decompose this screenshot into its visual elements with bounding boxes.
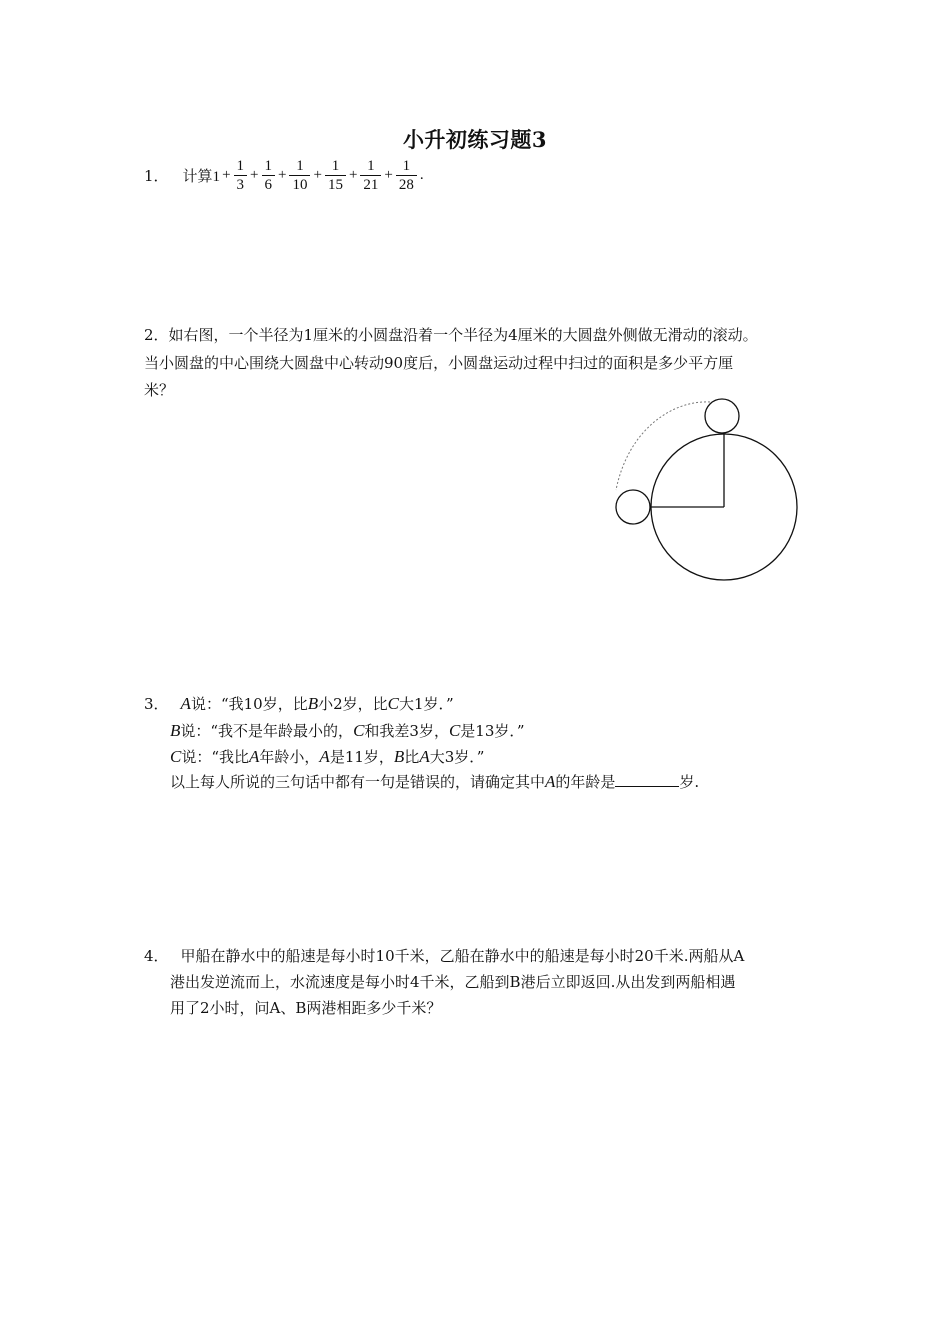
answer-blank[interactable] <box>615 772 679 787</box>
fraction-1-10 <box>289 157 310 194</box>
fraction-1-15 <box>325 157 346 194</box>
b-statement-part-1: 说：“我不是年龄最小的， <box>180 722 354 740</box>
a-statement-part-2: 小2岁，比 <box>318 695 388 713</box>
question-3-line-c <box>170 746 484 767</box>
var-a: A <box>319 747 330 766</box>
fraction-numerator: 1 <box>234 157 248 176</box>
question-2-line-3: 米？ <box>144 381 175 399</box>
question-1 <box>144 152 426 198</box>
dotted-arc-path <box>616 402 710 490</box>
c-statement-part-2: 年龄小， <box>259 748 320 766</box>
fraction-1-6 <box>262 157 276 194</box>
plus-sign: + <box>278 166 287 183</box>
question-2-line-1: 2．如右图，一个半径为1厘米的小圆盘沿着一个半径为4厘米的大圆盘外侧做无滑动的滚动。 <box>144 326 758 344</box>
fraction-denominator: 15 <box>327 176 343 193</box>
small-circle-top <box>705 399 739 433</box>
c-statement-part-1: 说：“我比 <box>181 748 250 766</box>
var-a: A <box>180 694 191 713</box>
fraction-numerator: 1 <box>360 157 381 176</box>
question-3-ask-part-1: 以上每人所说的三句话中都有一句是错误的，请确定其中 <box>170 773 546 791</box>
c-statement-part-3: 是11岁， <box>329 748 394 766</box>
fraction-numerator: 1 <box>262 157 276 176</box>
fraction-1-3 <box>234 157 248 194</box>
fraction-numerator: 1 <box>325 157 346 176</box>
var-c: C <box>353 721 365 740</box>
var-b: B <box>307 694 319 713</box>
fraction-1-28 <box>396 157 417 194</box>
var-c: C <box>387 694 399 713</box>
var-c: C <box>170 747 182 766</box>
a-statement-part-1: 说：“我10岁，比 <box>190 695 308 713</box>
var-b: B <box>170 721 181 740</box>
question-3-ask-part-3: 岁. <box>679 773 700 791</box>
period: . <box>419 166 424 183</box>
question-3-line-b <box>170 720 525 741</box>
plus-sign: + <box>384 166 393 183</box>
var-a: A <box>249 747 260 766</box>
var-c: C <box>448 721 461 740</box>
small-circle-left <box>616 490 650 524</box>
c-statement-part-5: 大3岁．” <box>429 748 485 766</box>
question-2-line-2: 当小圆盘的中心围绕大圆盘中心转动90度后，小圆盘运动过程中扫过的面积是多少平方厘 <box>144 354 734 372</box>
b-statement-part-3: 是13岁．” <box>460 722 525 740</box>
var-a: A <box>419 747 430 766</box>
question-4-line-1 <box>144 945 744 966</box>
page-title: 小升初练习题3 <box>402 127 548 152</box>
var-b: B <box>393 747 405 766</box>
b-statement-part-2: 和我差3岁， <box>364 722 449 740</box>
plus-sign: + <box>222 166 231 183</box>
question-4-text-1: 甲船在静水中的船速是每小时10千米，乙船在静水中的船速是每小时20千米.两船从A <box>180 947 745 965</box>
plus-sign: + <box>313 166 322 183</box>
c-statement-part-4: 比 <box>404 748 420 766</box>
fraction-denominator: 3 <box>236 176 245 193</box>
plus-sign: + <box>250 166 259 183</box>
question-3-line-a <box>144 693 454 714</box>
question-1-number: 1． <box>144 166 169 185</box>
fraction-numerator: 1 <box>396 157 417 176</box>
question-4-line-3: 用了2小时，问A、B两港相距多少千米？ <box>170 999 442 1017</box>
question-3-number: 3． <box>144 695 169 713</box>
a-statement-part-3: 大1岁．” <box>398 695 454 713</box>
question-4-number: 4． <box>144 947 169 965</box>
question-3-line-question <box>170 771 699 792</box>
plus-sign: + <box>348 166 358 183</box>
fraction-1-21 <box>360 157 381 194</box>
question-3-ask-part-2: 的年龄是 <box>555 773 616 791</box>
question-4-line-2: 港出发逆流而上，水流速度是每小时4千米，乙船到B港后立即返回.从出发到两船相遇 <box>170 973 736 991</box>
question-1-prefix: 计算1 <box>182 168 221 185</box>
fraction-denominator: 6 <box>264 176 272 193</box>
fraction-numerator: 1 <box>289 157 310 176</box>
fraction-denominator: 10 <box>292 176 308 193</box>
fraction-denominator: 21 <box>363 176 379 193</box>
var-a: A <box>545 772 556 791</box>
fraction-denominator: 28 <box>398 176 414 193</box>
rolling-disc-figure <box>600 390 810 590</box>
